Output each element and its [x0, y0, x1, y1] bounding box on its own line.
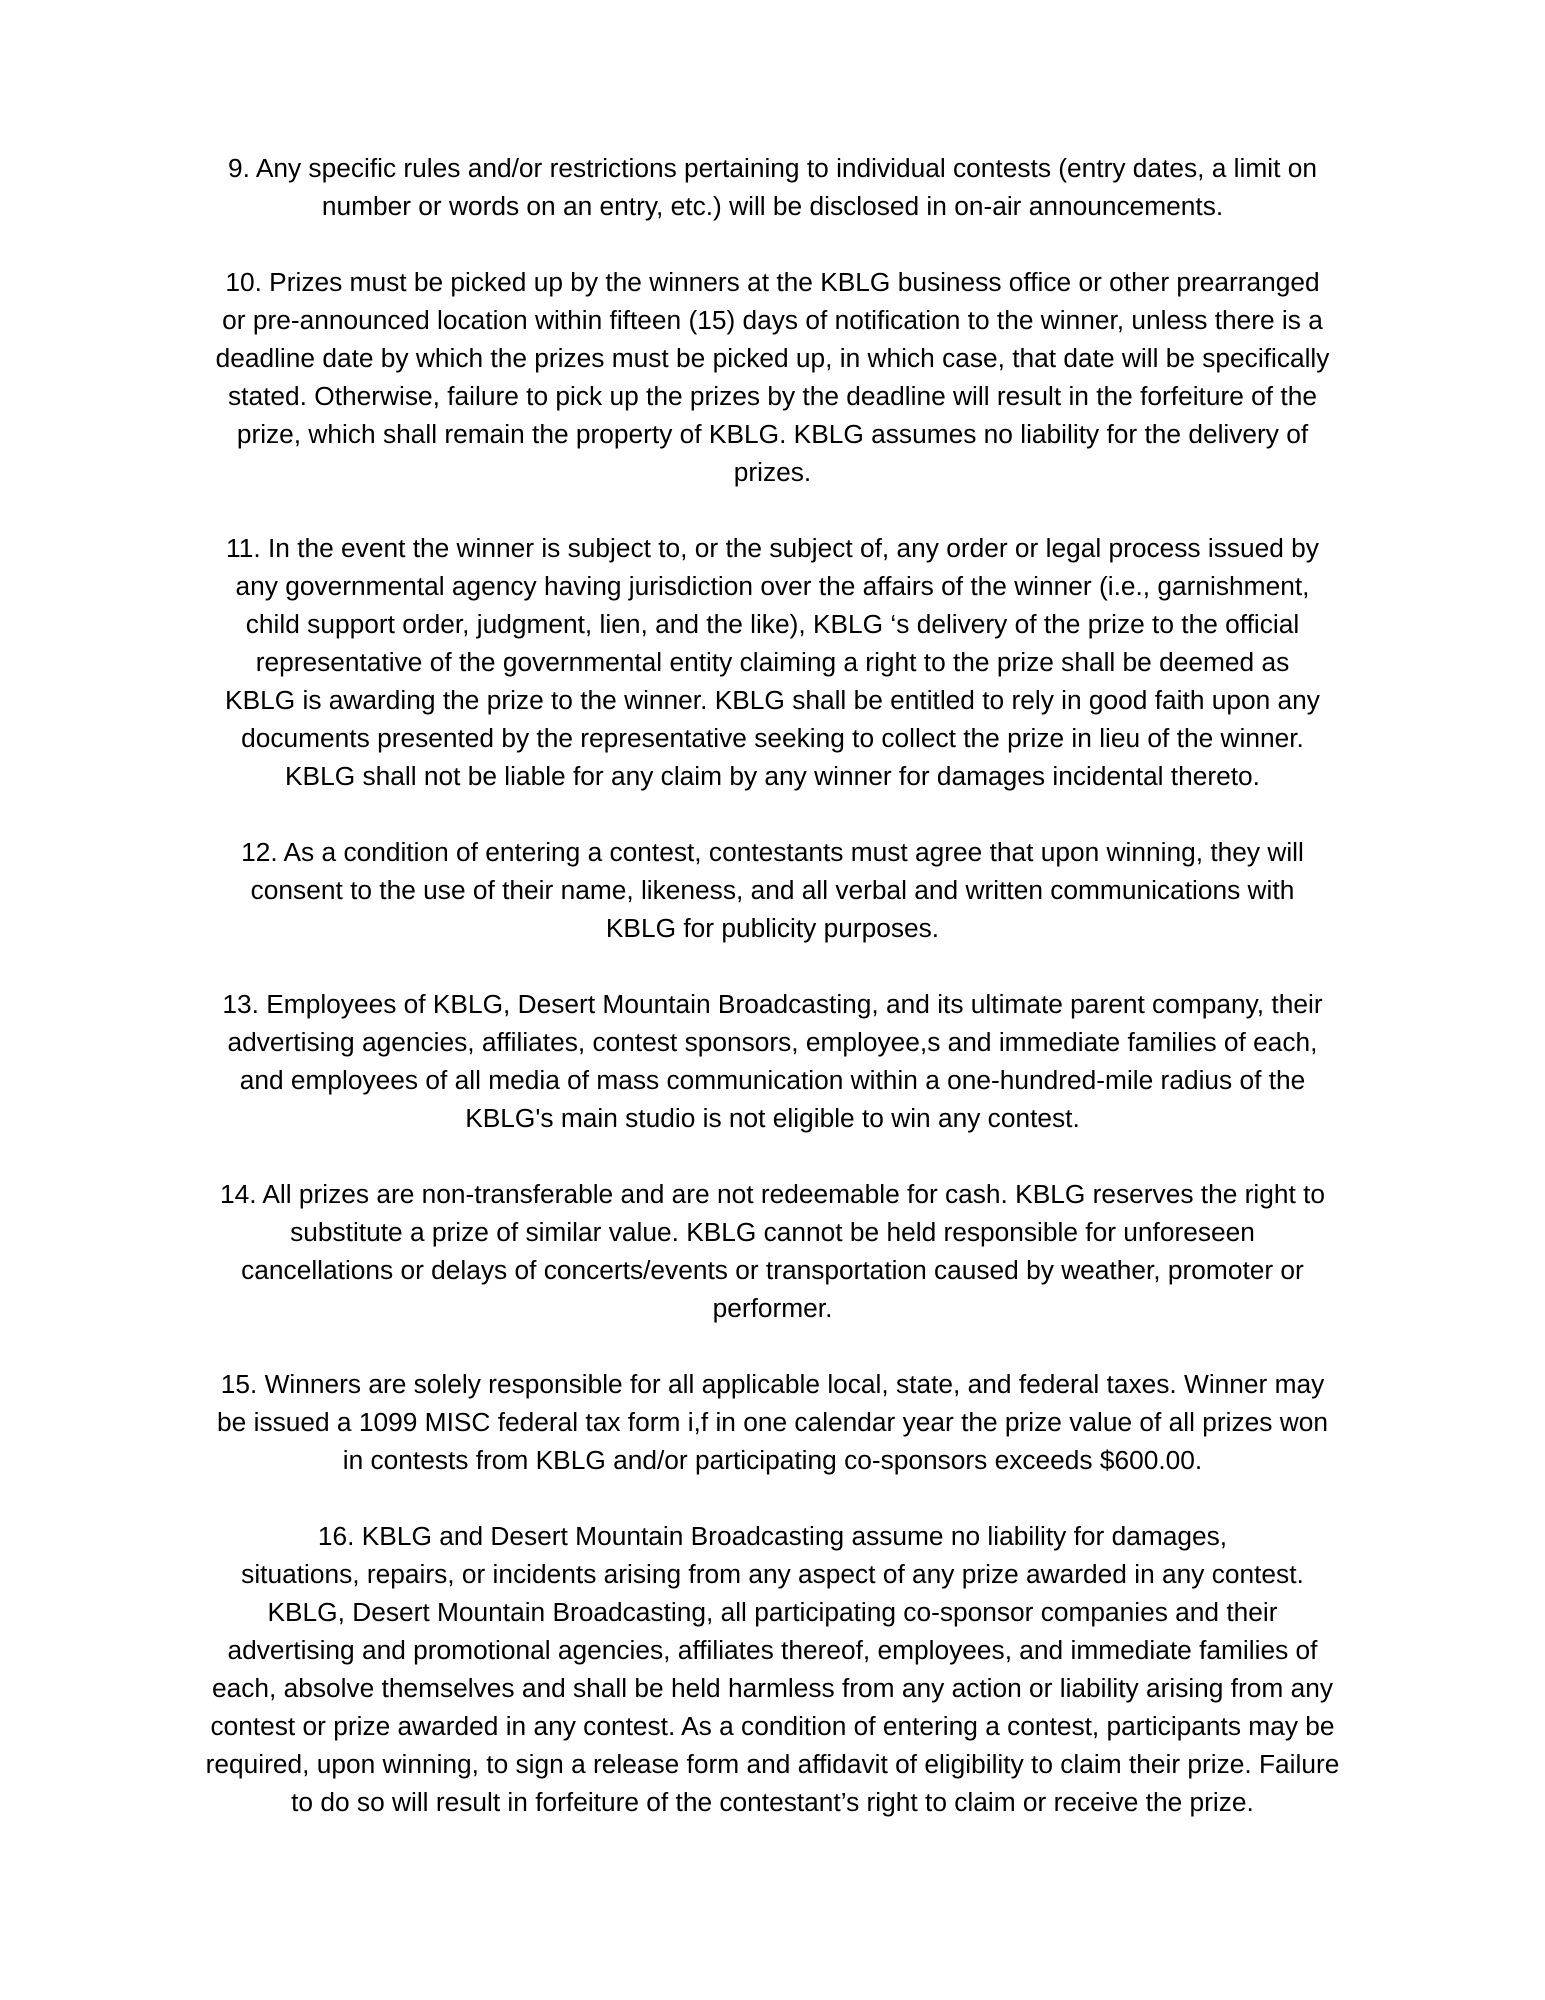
rule-line: performer.: [712, 1293, 833, 1323]
rule-9: [170, 149, 1375, 225]
rule-line: 11. In the event the winner is subject to, or the subject of, any order or legal process issued by: [226, 533, 1319, 563]
rule-line: prize, which shall remain the property of KBLG. KBLG assumes no liability for the delivery of: [236, 419, 1309, 449]
rule-line: 12. As a condition of entering a contest, contestants must agree that upon winning, they will: [241, 837, 1304, 867]
rule-14: [170, 1175, 1375, 1327]
rule-line: deadline date by which the prizes must be picked up, in which case, that date will be specifically: [215, 343, 1330, 373]
rule-line: 15. Winners are solely responsible for all applicable local, state, and federal taxes. Winner may: [220, 1369, 1325, 1399]
rule-12: [170, 833, 1375, 947]
rule-line: stated. Otherwise, failure to pick up the prizes by the deadline will result in the forfeiture of the: [228, 381, 1317, 411]
rule-line: representative of the governmental entity claiming a right to the prize shall be deemed as: [255, 647, 1290, 677]
rule-line: 13. Employees of KBLG, Desert Mountain Broadcasting, and its ultimate parent company, their: [222, 989, 1323, 1019]
rule-line: and employees of all media of mass communication within a one-hundred-mile radius of the: [239, 1065, 1306, 1095]
rule-line: advertising agencies, affiliates, contest sponsors, employee,s and immediate families of each,: [227, 1027, 1318, 1057]
rule-line: documents presented by the representative seeking to collect the prize in lieu of the winner.: [241, 723, 1304, 753]
rule-line: 14. All prizes are non-transferable and are not redeemable for cash. KBLG reserves the right to: [219, 1179, 1326, 1209]
rule-line: each, absolve themselves and shall be held harmless from any action or liability arising from any: [211, 1673, 1334, 1703]
rule-line: prizes.: [733, 457, 812, 487]
rule-line: 10. Prizes must be picked up by the winners at the KBLG business office or other prearranged: [225, 267, 1320, 297]
rule-line: number or words on an entry, etc.) will be disclosed in on-air announcements.: [321, 191, 1224, 221]
rule-line: 16. KBLG and Desert Mountain Broadcasting assume no liability for damages,: [317, 1521, 1228, 1551]
rule-11: [170, 529, 1375, 795]
rule-line: substitute a prize of similar value. KBLG cannot be held responsible for unforeseen: [290, 1217, 1255, 1247]
rule-line: to do so will result in forfeiture of the contestant’s right to claim or receive the prize.: [291, 1787, 1254, 1817]
rule-line: KBLG is awarding the prize to the winner. KBLG shall be entitled to rely in good faith upon any: [225, 685, 1320, 715]
rule-line: contest or prize awarded in any contest. As a condition of entering a contest, participants may be: [210, 1711, 1335, 1741]
rule-13: [170, 985, 1375, 1137]
rule-line: consent to the use of their name, likeness, and all verbal and written communications with: [250, 875, 1295, 905]
rule-line: advertising and promotional agencies, affiliates thereof, employees, and immediate families of: [227, 1635, 1318, 1665]
rule-line: cancellations or delays of concerts/events or transportation caused by weather, promoter or: [241, 1255, 1304, 1285]
rule-line: or pre-announced location within fifteen (15) days of notification to the winner, unless there is a: [222, 305, 1323, 335]
rule-line: be issued a 1099 MISC federal tax form i,f in one calendar year the prize value of all prizes won: [217, 1407, 1328, 1437]
rule-15: [170, 1365, 1375, 1479]
rule-line: any governmental agency having jurisdiction over the affairs of the winner (i.e., garnishment,: [235, 571, 1310, 601]
rule-line: KBLG shall not be liable for any claim by any winner for damages incidental thereto.: [285, 761, 1260, 791]
rule-line: child support order, judgment, lien, and the like), KBLG ‘s delivery of the prize to the official: [245, 609, 1300, 639]
rule-10: [170, 263, 1375, 491]
rule-line: KBLG's main studio is not eligible to win any contest.: [465, 1103, 1080, 1133]
rule-line: situations, repairs, or incidents arising from any aspect of any prize awarded in any contest.: [241, 1559, 1304, 1589]
rule-line: 9. Any specific rules and/or restrictions pertaining to individual contests (entry dates, a limit on: [228, 153, 1317, 183]
rule-line: KBLG, Desert Mountain Broadcasting, all participating co-sponsor companies and their: [267, 1597, 1278, 1627]
rule-line: KBLG for publicity purposes.: [605, 913, 940, 943]
contest-rules: [170, 149, 1375, 1859]
rule-16: [170, 1517, 1375, 1821]
rule-line: required, upon winning, to sign a release form and affidavit of eligibility to claim their prize. Failure: [205, 1749, 1340, 1779]
rule-line: in contests from KBLG and/or participating co-sponsors exceeds $600.00.: [342, 1445, 1203, 1475]
